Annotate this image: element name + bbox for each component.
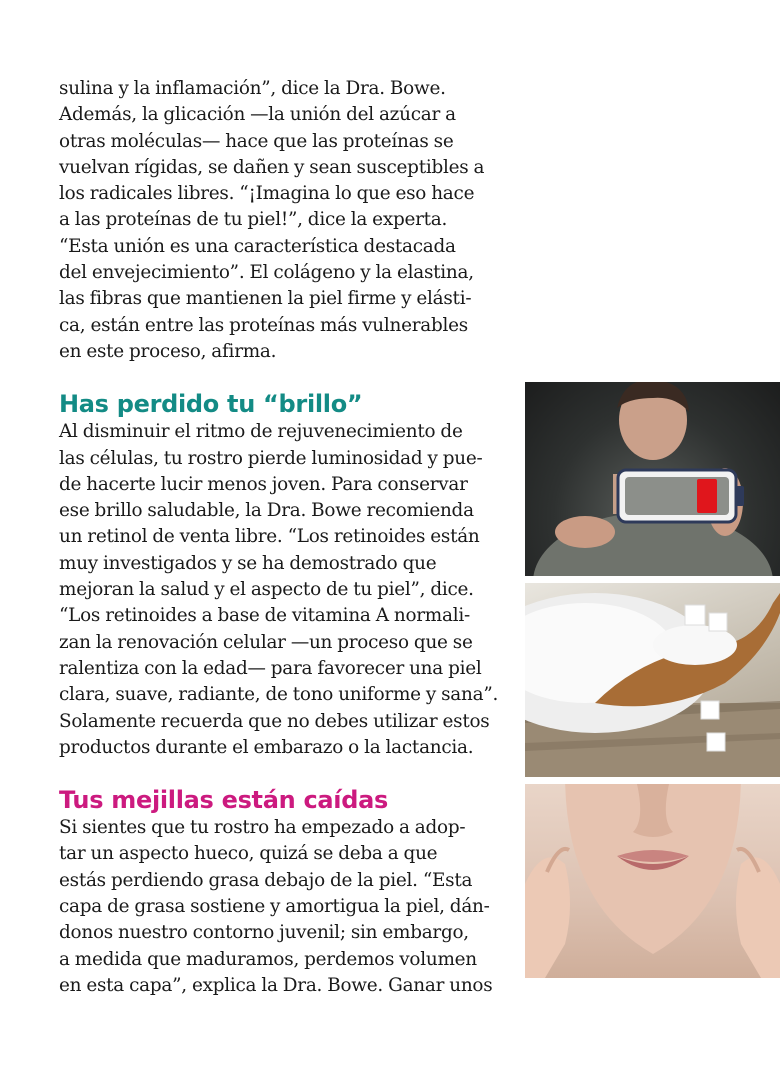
sugar-spoon-photo	[525, 583, 780, 777]
woman-cheeks-photo	[525, 784, 780, 978]
text-line: un retinol de venta libre. “Los retinoides están	[59, 526, 480, 548]
text-line: clara, suave, radiante, de tono uniforme y sana”.	[59, 684, 499, 706]
text-line: Solamente recuerda que no debes utilizar estos	[59, 710, 490, 732]
text-line: donos nuestro contorno juvenil; sin embargo,	[59, 922, 469, 944]
text-line: en este proceso, afirma.	[59, 340, 277, 362]
text-line: Al disminuir el ritmo de rejuvenecimiento de	[59, 421, 463, 443]
section1-paragraph	[59, 419, 505, 761]
text-line: muy investigados y se ha demostrado que	[59, 552, 437, 574]
text-line: tar un aspecto hueco, quizá se deba a que	[59, 843, 438, 865]
intro-paragraph	[59, 76, 505, 365]
text-line: Si sientes que tu rostro ha empezado a adop-	[59, 817, 466, 839]
text-line: zan la renovación celular —un proceso que se	[59, 631, 473, 653]
text-line: a medida que maduramos, perdemos volumen	[59, 948, 477, 970]
text-line: mejoran la salud y el aspecto de tu piel”, dice.	[59, 579, 474, 601]
section2-paragraph	[59, 815, 505, 999]
text-line: sulina y la inflamación”, dice la Dra. Bowe.	[59, 78, 446, 99]
woman-cheeks-icon	[525, 784, 780, 978]
text-line: en esta capa”, explica la Dra. Bowe. Ganar unos	[59, 974, 493, 996]
text-line: Además, la glicación —la unión del azúcar a	[59, 104, 456, 126]
text-line: estás perdiendo grasa debajo de la piel. “Esta	[59, 869, 473, 891]
text-line: “Esta unión es una característica destacada	[59, 235, 456, 257]
text-line: otras moléculas— hace que las proteínas se	[59, 130, 454, 152]
text-line: ca, están entre las proteínas más vulnerables	[59, 314, 468, 336]
text-line: a las proteínas de tu piel!”, dice la experta.	[59, 209, 448, 231]
text-line: “Los retinoides a base de vitamina A normali-	[59, 605, 470, 627]
text-line: ese brillo saludable, la Dra. Bowe recomienda	[59, 500, 474, 522]
text-line: las fibras que mantienen la piel firme y elásti-	[59, 288, 472, 310]
article-column	[59, 76, 505, 999]
man-low-battery-photo	[525, 382, 780, 576]
sugar-spoon-icon	[525, 583, 780, 777]
text-line: ralentiza con la edad— para favorecer una piel	[59, 657, 482, 679]
text-line: las células, tu rostro pierde luminosidad y pue-	[59, 447, 483, 469]
text-line: los radicales libres. “¡Imagina lo que eso hace	[59, 183, 475, 205]
man-low-battery-icon	[525, 382, 780, 576]
text-line: capa de grasa sostiene y amortigua la piel, dán-	[59, 896, 490, 918]
text-line: del envejecimiento”. El colágeno y la elastina,	[59, 262, 474, 284]
text-line: productos durante el embarazo o la lactancia.	[59, 736, 474, 758]
section-heading-mejillas: Tus mejillas están caídas	[59, 786, 388, 815]
text-line: de hacerte lucir menos joven. Para conservar	[59, 473, 468, 495]
text-line: vuelvan rígidas, se dañen y sean susceptibles a	[59, 156, 485, 178]
section-heading-brillo: Has perdido tu “brillo”	[59, 390, 363, 419]
